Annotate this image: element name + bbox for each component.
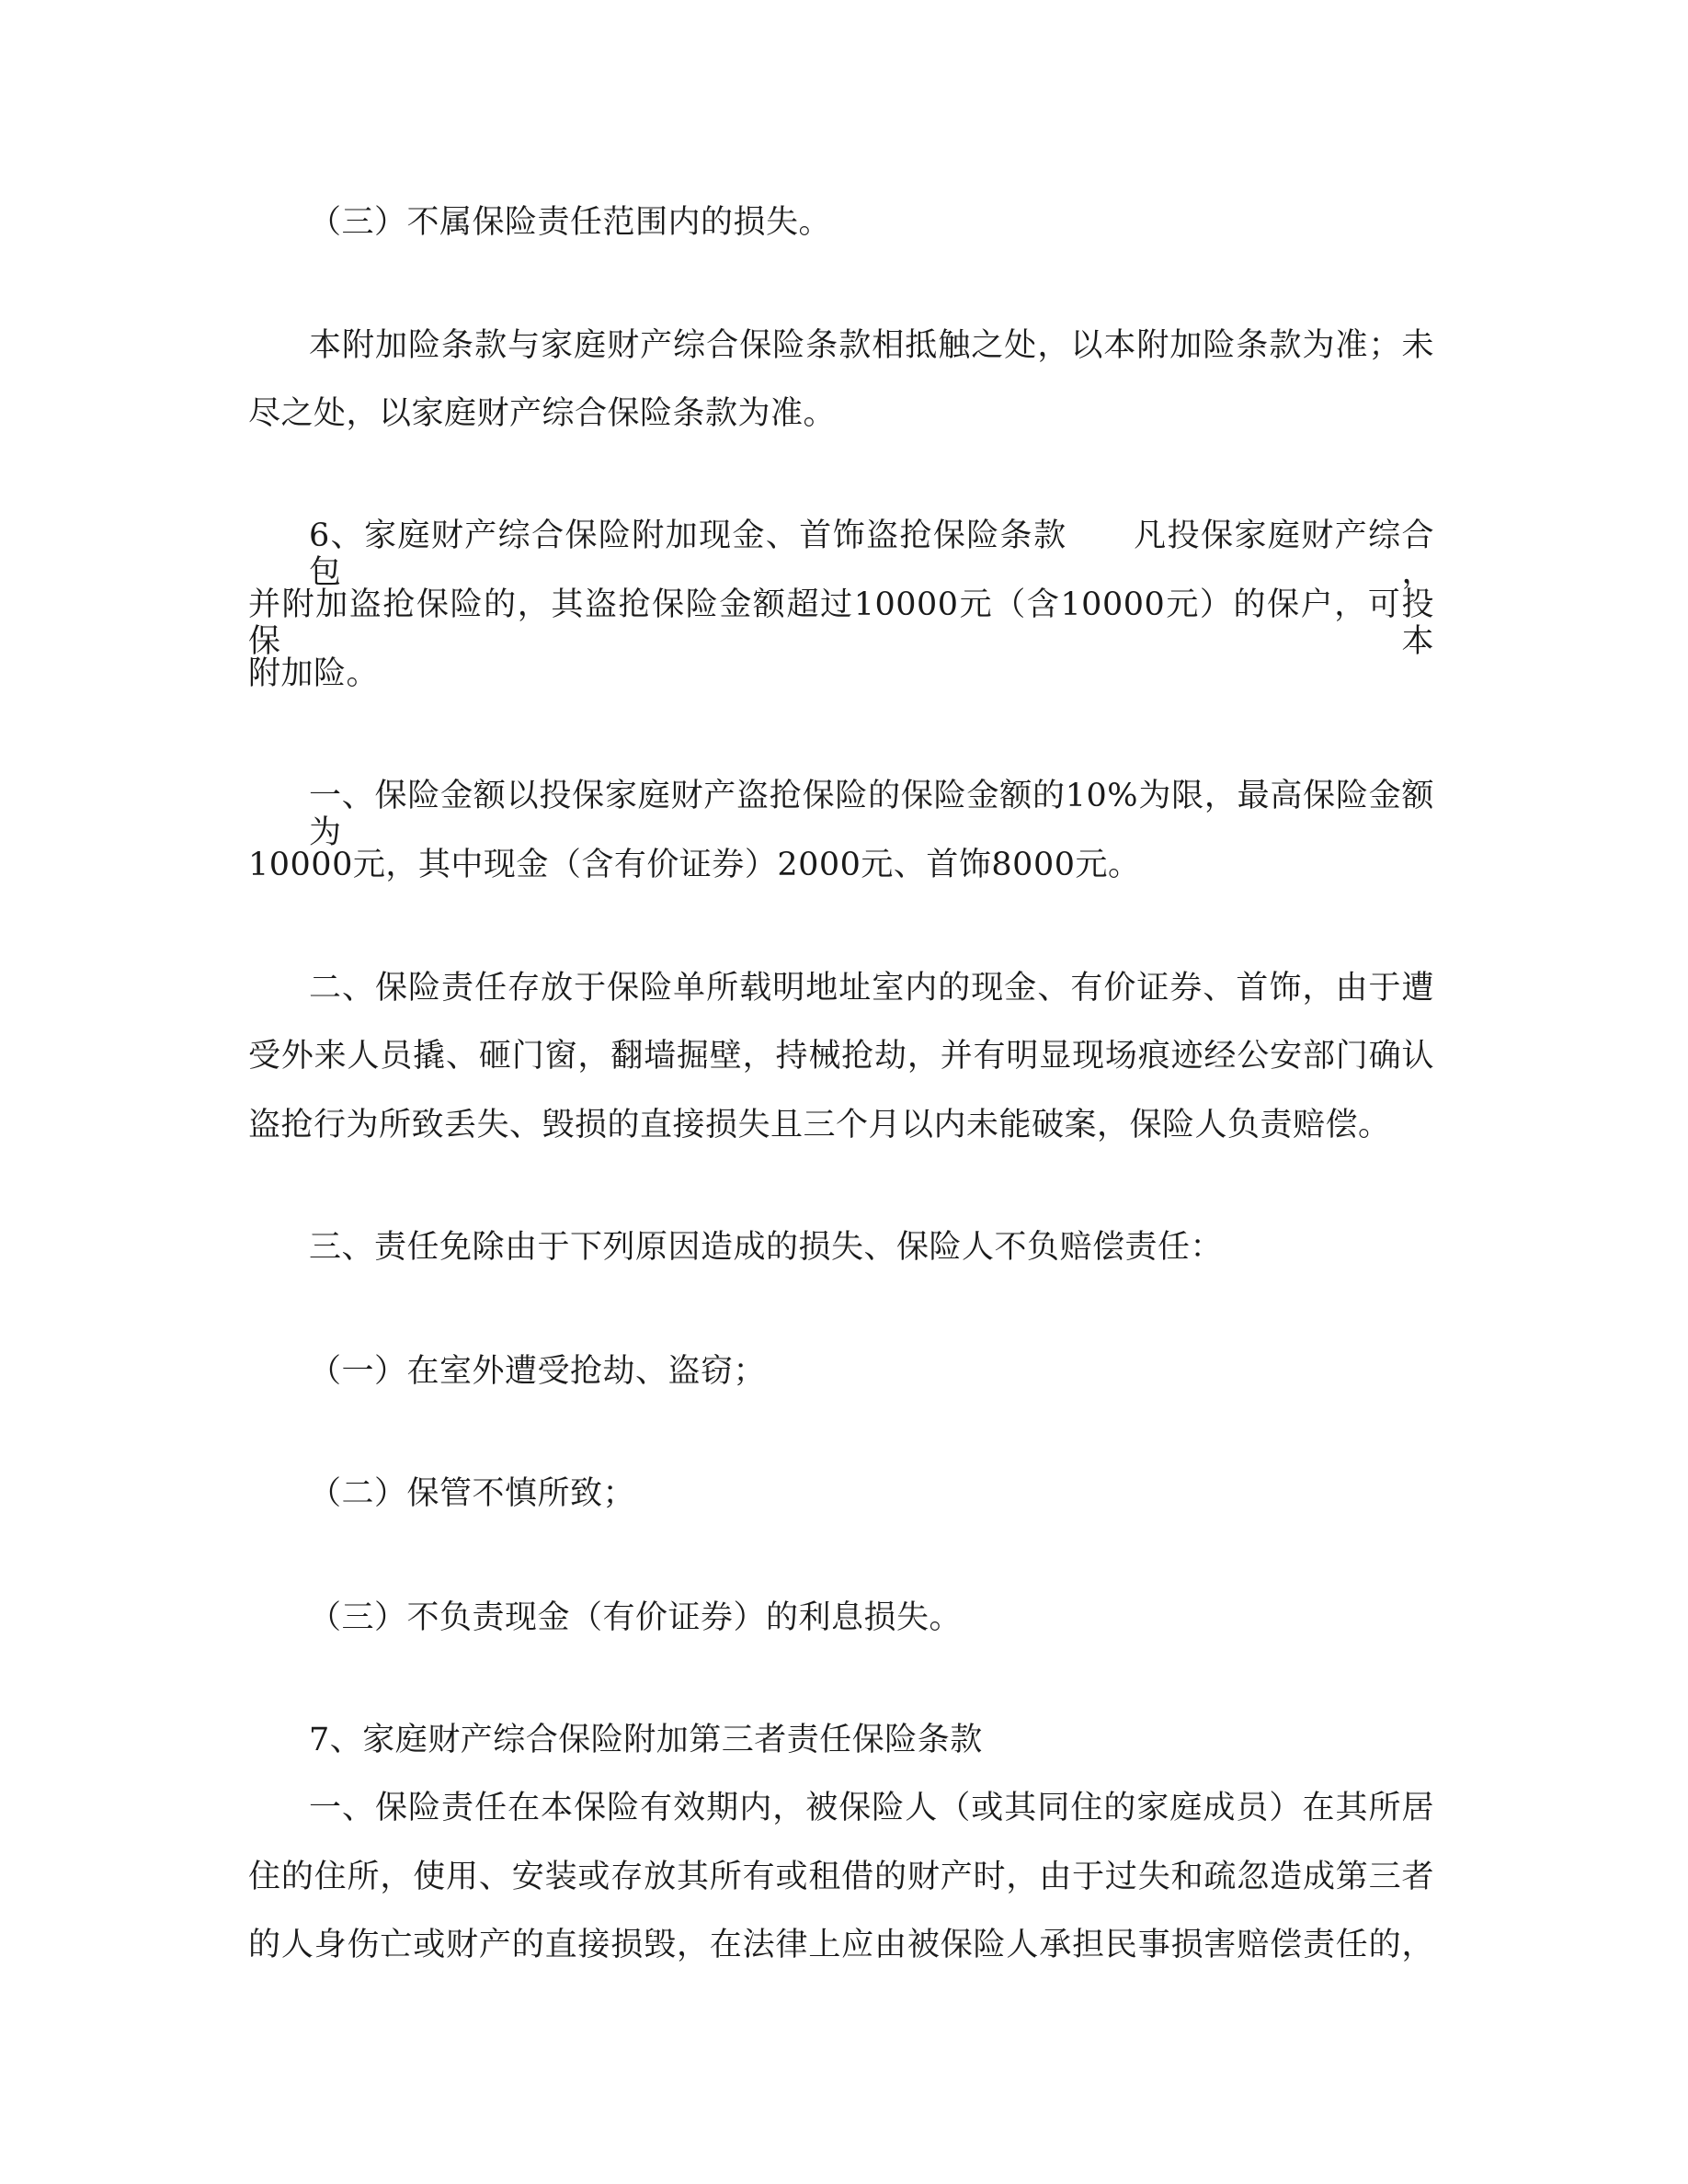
paragraph-precedence-line-1: 本附加险条款与家庭财产综合保险条款相抵触之处，以本附加险条款为准；未 bbox=[309, 327, 1434, 364]
exclusion-item-2: （二）保管不慎所致； bbox=[309, 1475, 636, 1512]
clause-3-exclusions: 三、责任免除由于下列原因造成的损失、保险人不负赔偿责任： bbox=[309, 1229, 1224, 1266]
paragraph-precedence-line-2: 尽之处，以家庭财产综合保险条款为准。 bbox=[248, 395, 837, 432]
section-6-heading-line-1: 6、家庭财产综合保险附加现金、首饰盗抢保险条款 凡投保家庭财产综合包， bbox=[309, 518, 1434, 591]
clause-2-liability-line-2: 受外来人员撬、砸门窗，翻墙掘壁，持械抢劫，并有明显现场痕迹经公安部门确认 bbox=[248, 1038, 1434, 1075]
section-6-heading-line-2: 并附加盗抢保险的，其盗抢保险金额超过10000元（含10000元）的保户，可投保本 bbox=[248, 586, 1434, 660]
clause-1-sum-insured-line-1: 一、保险金额以投保家庭财产盗抢保险的保险金额的10%为限，最高保险金额为 bbox=[309, 778, 1434, 851]
section-7-clause-1-line-1: 一、保险责任在本保险有效期内，被保险人（或其同住的家庭成员）在其所居 bbox=[309, 1790, 1434, 1826]
clause-1-sum-insured-line-2: 10000元，其中现金（含有价证券）2000元、首饰8000元。 bbox=[248, 847, 1141, 883]
clause-2-liability-line-1: 二、保险责任存放于保险单所载明地址室内的现金、有价证券、首饰，由于遭 bbox=[309, 970, 1434, 1007]
clause-2-liability-line-3: 盗抢行为所致丢失、毁损的直接损失且三个月以内未能破案，保险人负责赔偿。 bbox=[248, 1107, 1391, 1143]
exclusion-item-1: （一）在室外遭受抢劫、盗窃； bbox=[309, 1353, 767, 1390]
section-6-heading-line-3: 附加险。 bbox=[248, 655, 380, 692]
section-7-heading: 7、家庭财产综合保险附加第三者责任保险条款 bbox=[309, 1722, 983, 1758]
section-7-clause-1-line-2: 住的住所，使用、安装或存放其所有或租借的财产时，由于过失和疏忽造成第三者 bbox=[248, 1859, 1434, 1895]
exclusion-item-3: （三）不负责现金（有价证券）的利息损失。 bbox=[309, 1599, 963, 1636]
clause-item-3-excluded-losses: （三）不属保险责任范围内的损失。 bbox=[309, 204, 832, 241]
section-7-clause-1-line-3: 的人身伤亡或财产的直接损毁，在法律上应由被保险人承担民事损害赔偿责任的， bbox=[248, 1927, 1434, 1963]
